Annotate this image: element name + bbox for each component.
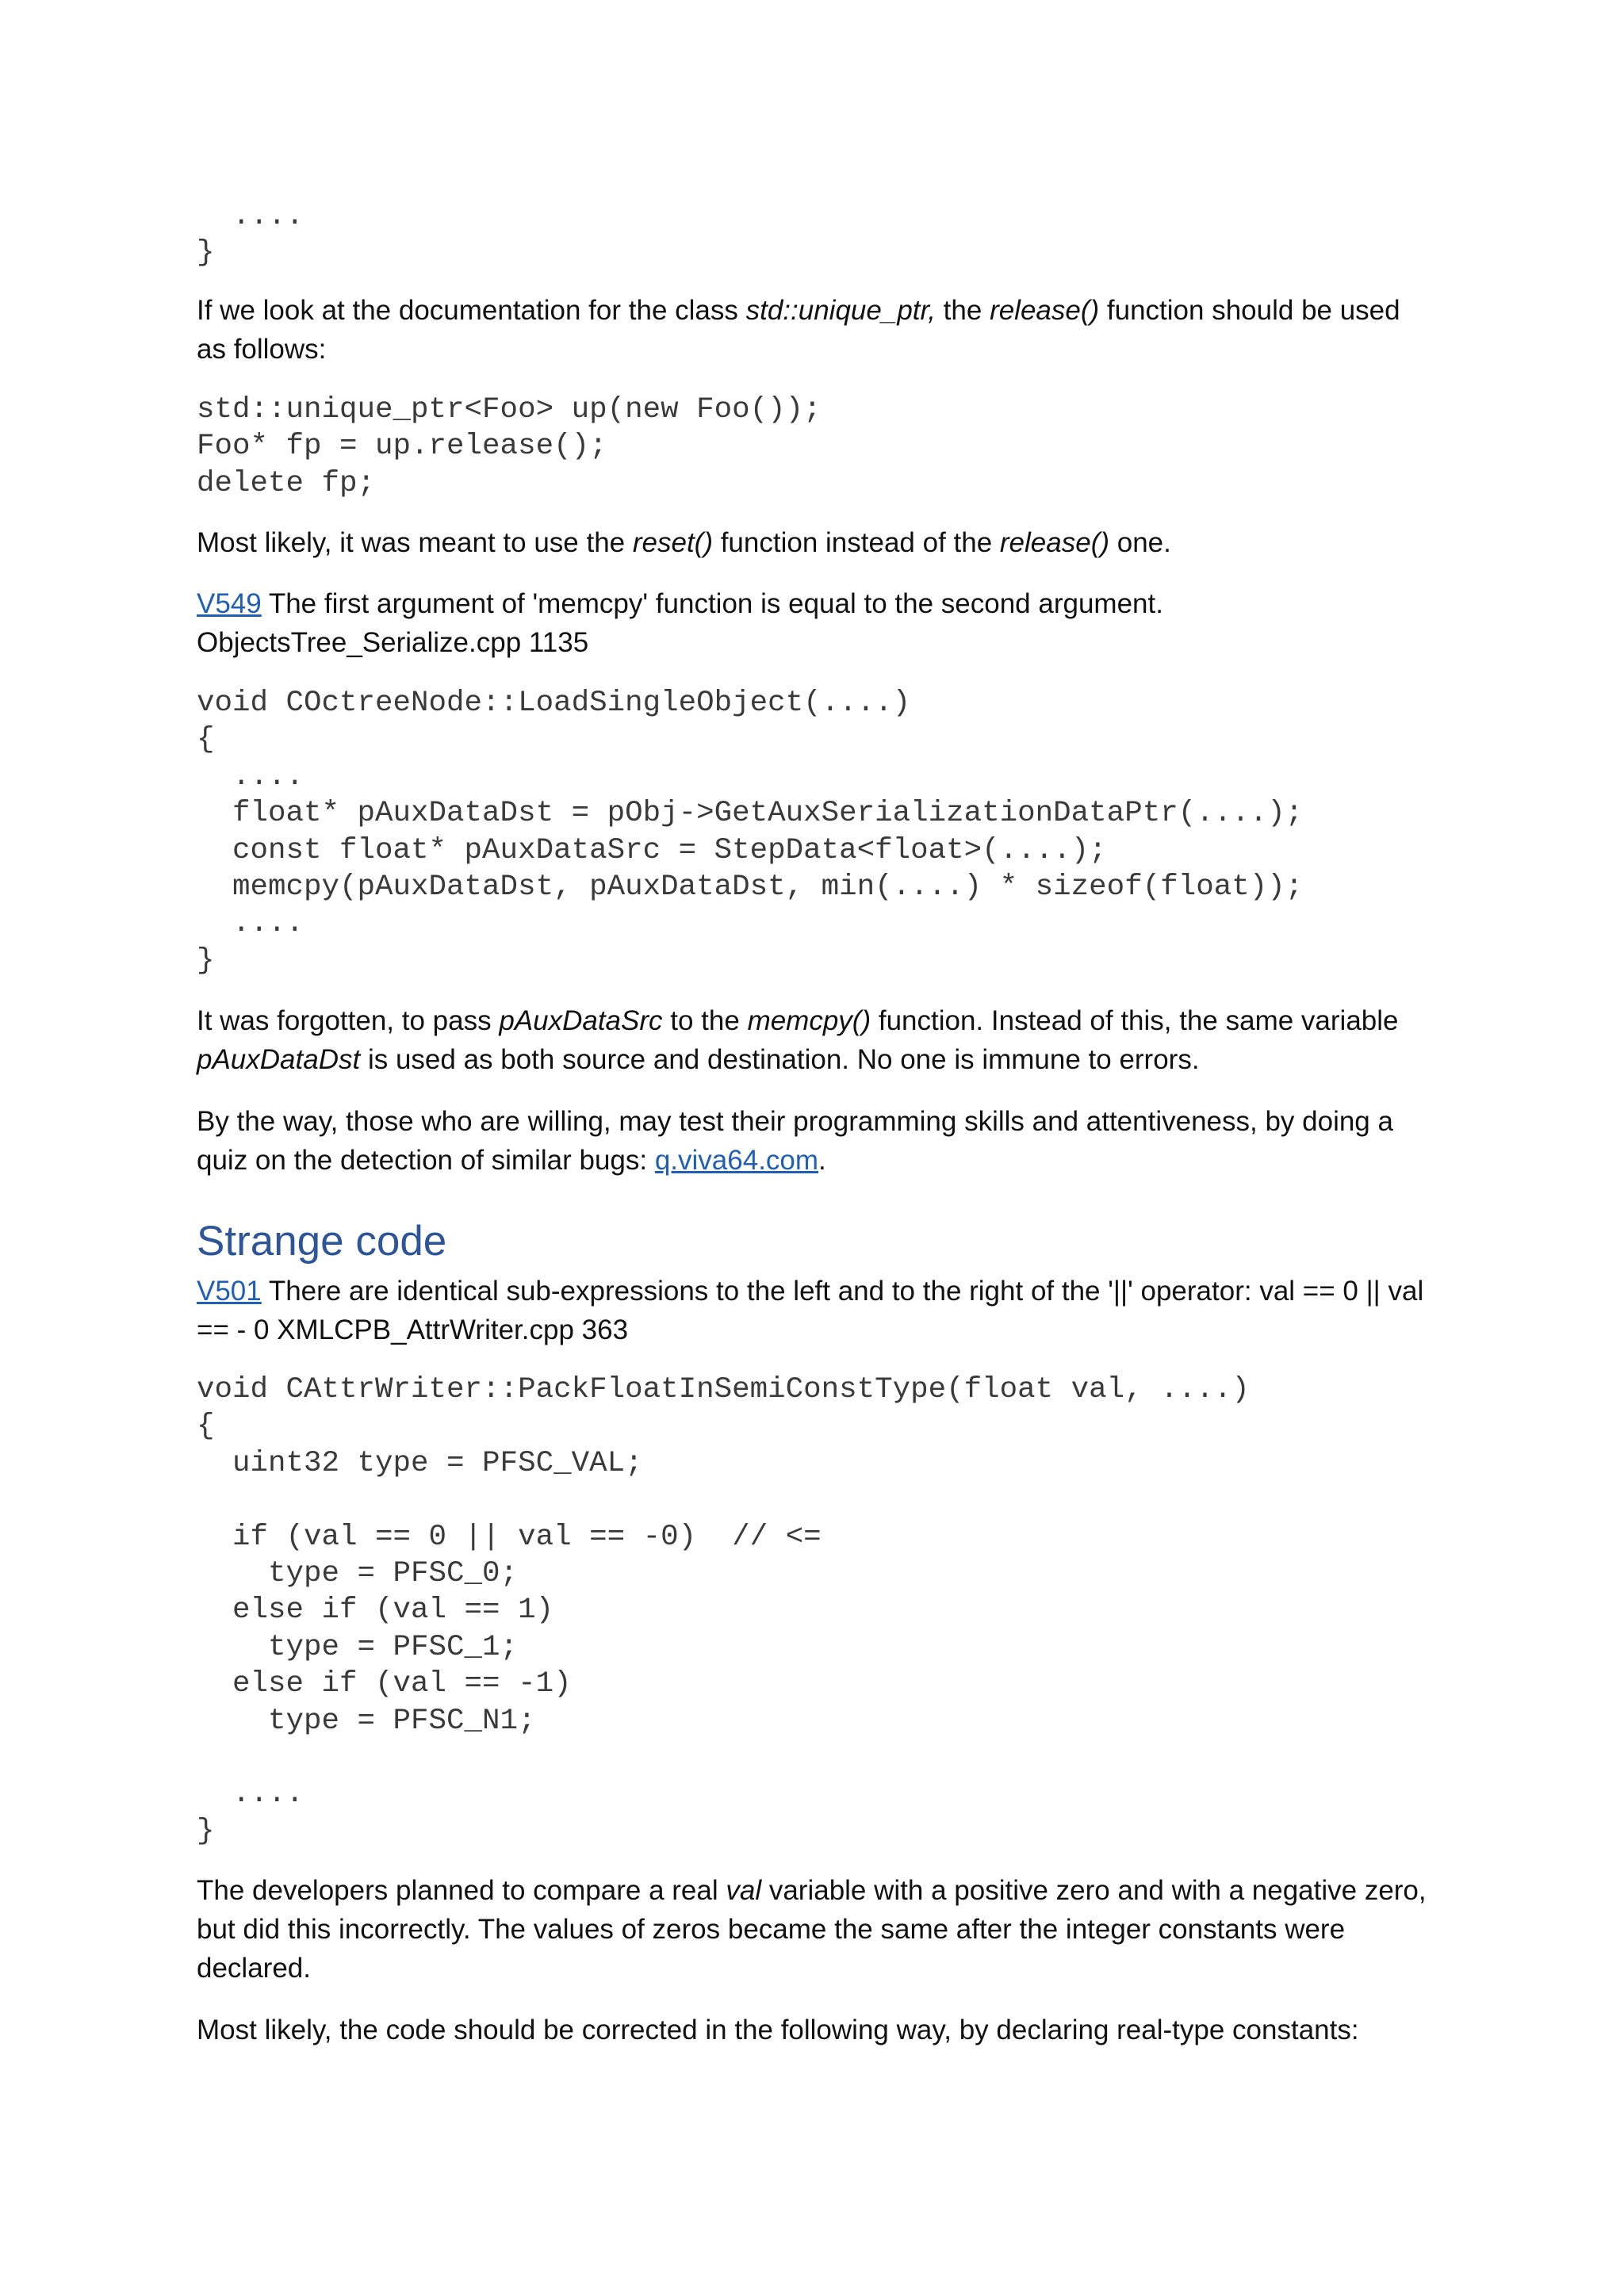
- paragraph-memcpy-explanation: It was forgotten, to pass pAuxDataSrc to the memcpy() function. Instead of this, the same variable pAuxDataDst is used as both source and destination. No one is immune to errors.: [197, 1005, 1399, 1075]
- paragraph-release-doc: If we look at the documentation for the class std::unique_ptr, the release() function should be used as follows:: [197, 295, 1400, 365]
- section-heading: Strange code: [197, 1218, 447, 1265]
- quiz-link[interactable]: q.viva64.com: [654, 1145, 819, 1176]
- v501-link[interactable]: V501: [197, 1276, 262, 1307]
- code-block-unique-ptr: std::unique_ptr<Foo> up(new Foo()); Foo* fp = up.release(); delete fp;: [197, 393, 822, 500]
- diagnostic-v501: V501 There are identical sub-expressions to the left and to the right of the '||' operator: val == 0 || val == - 0 XMLCPB_AttrWriter.cpp 363: [197, 1276, 1424, 1345]
- code-block-pack-float: void CAttrWriter::PackFloatInSemiConstType(float val, ....) { uint32 type = PFSC_VAL; if (val == 0 || val == -0) // <= type = PFSC_0; else if (val == 1) type = PFSC_1; else if (val == -1) type = PFSC_N1; .... }: [197, 1373, 1250, 1848]
- paragraph-reset: Most likely, it was meant to use the reset() function instead of the release() one.: [197, 527, 1171, 558]
- code-block-load-single-object: void COctreeNode::LoadSingleObject(....) { .... float* pAuxDataDst = pObj->GetAuxSerializationDataPtr(....); const float* pAuxDataSrc = StepData<float>(....); memcpy(pAuxDataDst, pAuxDataDst, min(....) * sizeof(float)); .... }: [197, 687, 1304, 978]
- paragraph-quiz: By the way, those who are willing, may test their programming skills and attentiveness, by doing a quiz on the detection of similar bugs: q.viva64.com.: [197, 1106, 1393, 1176]
- paragraph-correction: Most likely, the code should be corrected in the following way, by declaring real-type constants:: [197, 2015, 1359, 2045]
- diagnostic-v549: V549 The first argument of 'memcpy' function is equal to the second argument. ObjectsTree_Serialize.cpp 1135: [197, 588, 1163, 658]
- code-block-intro: .... }: [197, 200, 304, 270]
- v549-link[interactable]: V549: [197, 588, 262, 619]
- paragraph-zero-comparison: The developers planned to compare a real val variable with a positive zero and with a negative zero, but did this incorrectly. The values of zeros became the same after the integer constants were declared.: [197, 1875, 1427, 1984]
